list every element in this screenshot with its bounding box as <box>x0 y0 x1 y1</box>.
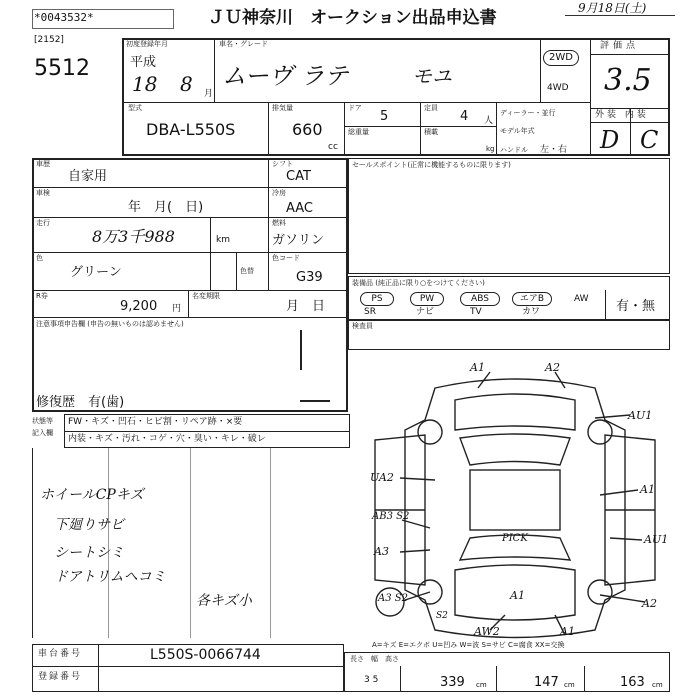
cc-unit: cc <box>328 142 338 152</box>
chassis-number: L550S-0066744 <box>150 647 261 663</box>
mark-a1-bottom: A1 <box>560 625 575 638</box>
color-change-label: 色替 <box>240 267 254 275</box>
divider <box>400 666 401 692</box>
recycle-label: R券 <box>36 292 48 300</box>
handle: 左・右 <box>540 145 568 155</box>
recycle: 9,200 <box>120 299 158 314</box>
handle-label: ハンドル <box>500 146 528 154</box>
drive-4wd: 4WD <box>547 83 569 93</box>
color-code: G39 <box>296 270 323 285</box>
mark-a1-rear: A1 <box>510 589 525 602</box>
divider <box>344 126 496 127</box>
divider <box>188 290 189 317</box>
mark-pick: PICK <box>502 533 528 544</box>
mark-ua2-left: UA2 <box>370 471 394 484</box>
note-underbody: 下廻りサビ <box>54 517 124 533</box>
mark-au1-right-rear: AU1 <box>644 533 669 546</box>
registration-label: 登録番号 <box>38 672 83 682</box>
mileage-label: 走行 <box>36 219 50 227</box>
divider <box>584 666 585 692</box>
equip-airbag: エアB <box>512 292 552 306</box>
repair-dash-mark <box>300 400 330 402</box>
vehicle-grade: モユ <box>412 64 452 88</box>
color: グリーン <box>70 265 122 280</box>
condition-label-2: 記入欄 <box>32 429 53 437</box>
length-unit: cm <box>476 681 487 689</box>
ac: AAC <box>286 201 313 216</box>
divider <box>98 644 99 692</box>
km-unit: km <box>216 235 230 245</box>
reg-year: 18 <box>132 72 158 96</box>
divider <box>32 317 348 318</box>
equip-yesno: 有・無 <box>616 299 656 314</box>
equip-tv: TV <box>470 307 482 317</box>
equip-leather: カワ <box>522 307 541 317</box>
equip-sr: SR <box>364 307 376 317</box>
mark-a2-front: A2 <box>545 361 560 374</box>
ac-label: 冷房 <box>272 189 286 197</box>
vehicle-name: ムーヴ ラテ <box>222 62 349 90</box>
mark-a3-s2-rear: A3 S2 <box>378 593 408 604</box>
height: 163 <box>620 675 645 690</box>
usage-label: 車歴 <box>36 160 50 168</box>
car-damage-diagram <box>360 360 670 650</box>
notes-handwritten-mark <box>300 330 302 370</box>
name-change: 月 日 <box>286 299 326 314</box>
score: 3.5 <box>604 63 652 98</box>
equipment-label: 装備品 (純正品に限り○をつけてください) <box>352 279 485 287</box>
displacement: 660 <box>292 120 323 139</box>
mark-a3-left: A3 <box>374 545 389 558</box>
note-scratches: 各キズ小 <box>196 593 252 609</box>
mark-au1-right-front: AU1 <box>628 409 653 422</box>
note-seat: シートシミ <box>54 545 124 561</box>
mark-a1-right: A1 <box>640 483 655 496</box>
model-label: 型式 <box>128 104 142 112</box>
divider <box>590 54 670 55</box>
equip-abs: ABS <box>460 292 500 306</box>
date-underline <box>565 15 675 16</box>
model: DBA-L550S <box>146 120 236 139</box>
inspector-label: 検査員 <box>352 322 373 330</box>
mileage: 8万3千988 <box>92 227 175 246</box>
handwritten-area <box>32 448 351 638</box>
divider <box>236 252 237 290</box>
divider <box>605 290 606 320</box>
size-label: 長さ 幅 高さ <box>350 655 399 663</box>
notes-label: 注意事項申告欄 (申告の無いものは認めません) <box>36 320 184 328</box>
divider <box>64 431 350 432</box>
name-change-label: 名変期限 <box>192 292 220 300</box>
lot-number: 5512 <box>34 56 90 81</box>
mark-s2-bottom: S2 <box>436 611 448 621</box>
shift-label: シフト <box>272 160 293 168</box>
color-label: 色 <box>36 254 43 262</box>
small-code: [2152] <box>34 35 64 45</box>
divider <box>496 102 497 156</box>
fuel: ガソリン <box>272 233 325 248</box>
divider <box>210 217 211 290</box>
exterior-grade: D <box>600 126 620 154</box>
divider <box>268 187 348 188</box>
divider <box>268 158 269 290</box>
divider <box>32 290 348 291</box>
divider <box>32 666 344 667</box>
drive-2wd-circled: 2WD <box>543 50 579 66</box>
name-label: 車名・グレード <box>219 40 268 48</box>
condition-row-ext: FW・キズ・凹石・ヒビ割・リペア跡・×要 <box>68 417 243 427</box>
dealer-label: ディーラー・並行 <box>500 109 556 117</box>
divider <box>268 102 269 156</box>
damage-legend: A=キズ E=エクボ U=凹み W=波 S=サビ C=腐食 XX=交換 <box>372 641 565 649</box>
mark-ab3-s2: AB3 S2 <box>372 511 410 522</box>
divider <box>420 102 421 156</box>
divider <box>540 38 541 102</box>
divider <box>32 252 348 253</box>
era: 平成 <box>130 55 157 70</box>
equip-pw: PW <box>410 292 444 306</box>
load-label: 積載 <box>424 128 438 136</box>
divider <box>32 187 268 188</box>
seats-unit: 人 <box>484 116 494 126</box>
seats-label: 定員 <box>424 104 438 112</box>
divider <box>108 448 109 638</box>
note-door-trim: ドアトリムヘコミ <box>54 569 166 585</box>
shaken: 年 月( 日) <box>128 200 204 215</box>
details-table <box>32 158 348 412</box>
divider <box>32 217 348 218</box>
shaken-label: 車検 <box>36 189 50 197</box>
model-year-label: モデル年式 <box>500 127 535 135</box>
reg-month: 8 <box>180 72 193 96</box>
doors: 5 <box>380 109 389 124</box>
sales-point-box <box>348 158 670 274</box>
condition-label-1: 状態等 <box>32 417 53 425</box>
equip-navi: ナビ <box>416 307 435 317</box>
inspector-box <box>348 320 670 350</box>
sales-point-label: セールスポイント(正常に機能するものに限ります) <box>352 161 511 169</box>
mark-a1-front: A1 <box>470 361 485 374</box>
weight-label: 総重量 <box>348 128 369 136</box>
divider <box>496 666 497 692</box>
divider <box>214 38 215 102</box>
doors-label: ドア <box>348 104 362 112</box>
shift: CAT <box>286 169 311 184</box>
serial-number: *0043532* <box>34 11 94 24</box>
chassis-label: 車台番号 <box>38 649 83 659</box>
color-code-label: 色コード <box>272 254 300 262</box>
form-date: 9月18日(土) <box>578 1 647 15</box>
form-title: ＪＵ神奈川 オークション出品申込書 <box>208 8 497 28</box>
divider <box>270 448 271 638</box>
score-label: 評価点 <box>600 41 640 51</box>
width-unit: cm <box>564 681 575 689</box>
divider <box>344 102 345 156</box>
size-note: 3 5 <box>364 675 379 685</box>
divider <box>190 448 191 638</box>
interior-grade: C <box>640 126 659 154</box>
month-unit: 月 <box>204 89 214 99</box>
serial-box <box>32 9 174 29</box>
equip-ps: PS <box>360 292 394 306</box>
equip-aw: AW <box>574 294 589 304</box>
repair-history: 修復歴 有(歯) <box>36 395 125 410</box>
first-reg-label: 初度登録年月 <box>126 40 168 48</box>
note-wheel: ホイールCPキズ <box>40 487 144 503</box>
displacement-label: 排気量 <box>272 104 293 112</box>
recycle-unit: 円 <box>172 304 182 314</box>
seats: 4 <box>460 109 469 124</box>
usage: 自家用 <box>68 169 108 184</box>
condition-row-int: 内装・キズ・汚れ・コゲ・穴・臭い・キレ・破レ <box>68 434 266 444</box>
mark-a2-right-rear: A2 <box>642 597 657 610</box>
kg-unit: kg <box>486 145 495 153</box>
fuel-label: 燃料 <box>272 219 286 227</box>
width: 147 <box>534 675 559 690</box>
length: 339 <box>440 675 465 690</box>
divider <box>590 38 591 156</box>
divider <box>122 102 590 103</box>
mark-aw2-rear: AW2 <box>474 625 500 638</box>
height-unit: cm <box>652 681 663 689</box>
ext-int-label: 外装 内装 <box>595 110 649 120</box>
